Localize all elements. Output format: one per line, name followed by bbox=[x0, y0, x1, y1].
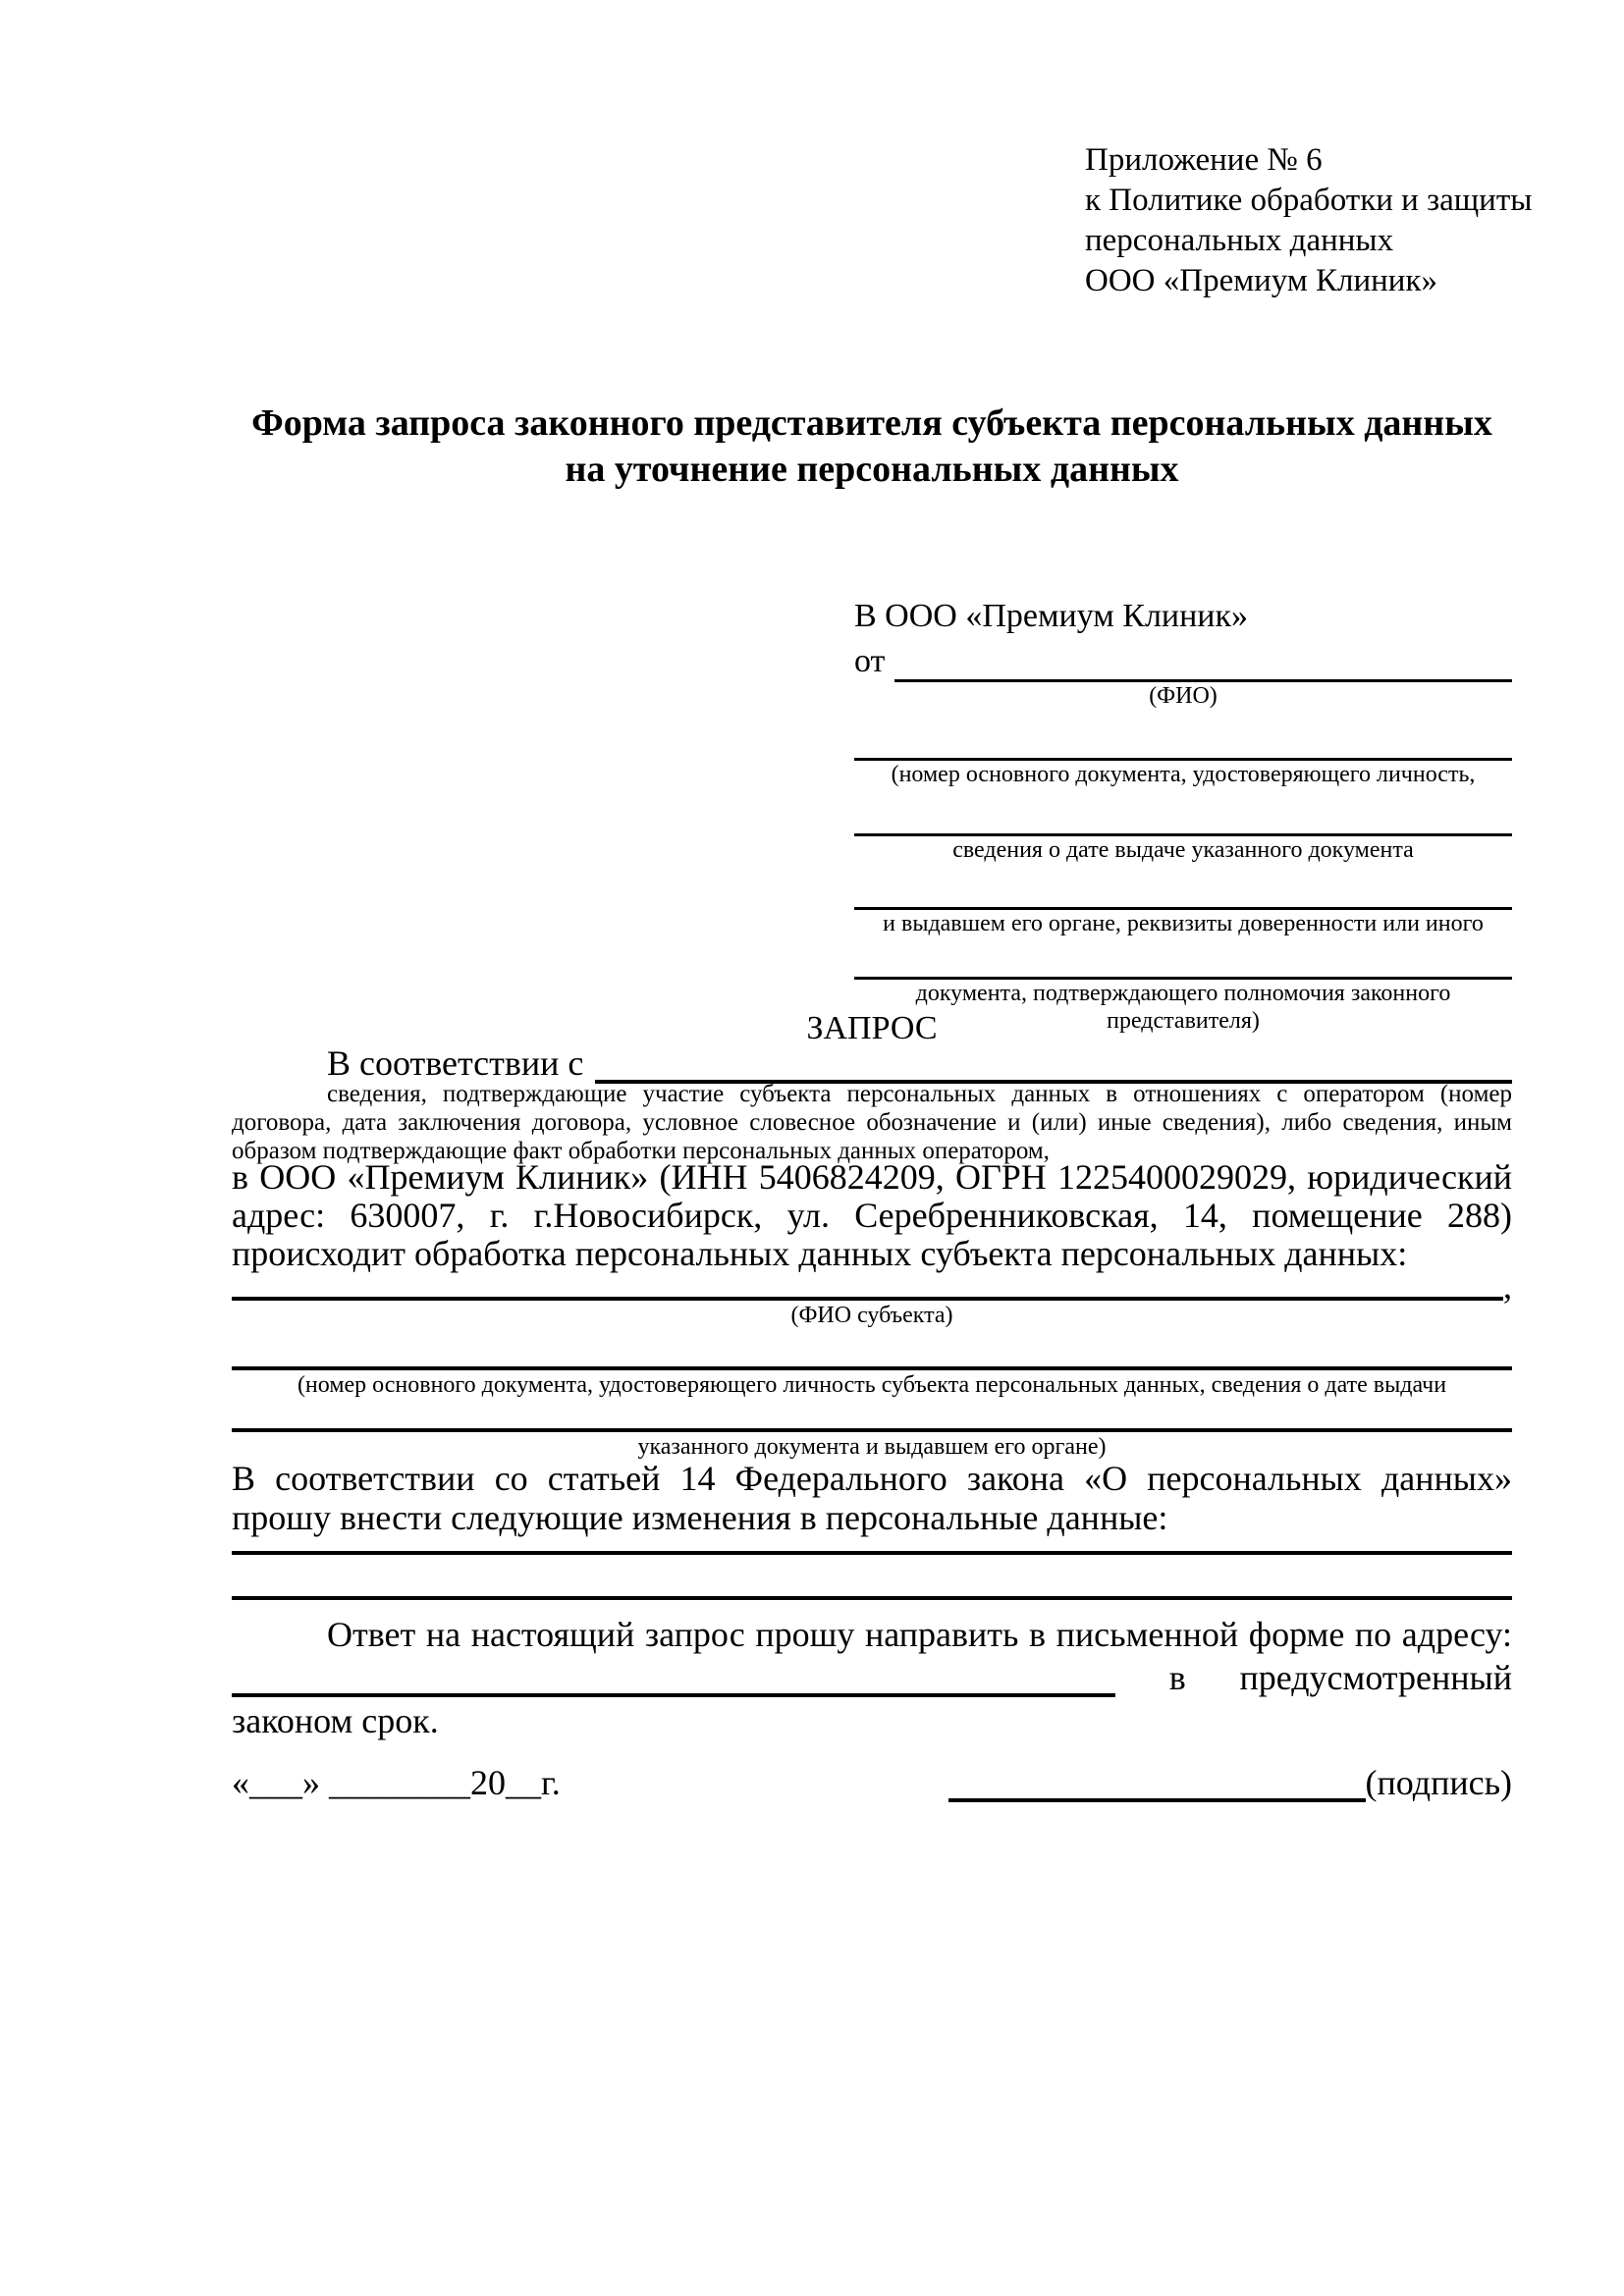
changes-fill-block bbox=[232, 1512, 1512, 1600]
signature-caption: (подпись) bbox=[1365, 1763, 1512, 1802]
accordance-label: В соответствии с bbox=[327, 1043, 584, 1083]
issuing-authority-caption: и выдавшем его органе, реквизиты доверенности или иного bbox=[883, 911, 1484, 936]
doc-number-fill-line bbox=[854, 710, 1512, 761]
operator-paragraph: в ООО «Премиум Клиник» (ИНН 5406824209, ОГРН 1225400029029, юридический адрес: 630007, г. г.Новосибирск, ул. Серебренниковская, 14, помещение 288) происходит обработка персональных данных субъекта персональных данных: bbox=[232, 1157, 1512, 1273]
issuing-authority-fill-line bbox=[854, 864, 1512, 910]
fio-caption: (ФИО) bbox=[1149, 683, 1218, 709]
accordance-row bbox=[232, 1042, 1512, 1084]
appendix-line: персональных данных bbox=[1085, 223, 1394, 258]
answer-line-1: Ответ на настоящий запрос прошу направить в письменной форме по адресу: bbox=[327, 1615, 1512, 1654]
answer-paragraph bbox=[232, 1615, 1512, 1740]
footer-row bbox=[232, 1763, 1512, 1802]
addressee-organization: В ООО «Премиум Клиник» bbox=[854, 598, 1249, 634]
signature-group bbox=[948, 1763, 1512, 1802]
from-label: от bbox=[854, 643, 886, 679]
changes-fill-line-1 bbox=[232, 1512, 1512, 1555]
article-14-paragraph: В соответствии со статьей 14 Федерального закона «О персональных данных» прошу внести следующие изменения в персональные данные: bbox=[232, 1459, 1512, 1537]
accordance-footnote: сведения, подтверждающие участие субъекта персональных данных в отношениях с оператором (номер договора, дата заключения договора, условное словесное обозначение и (или) иные сведения), либо сведения, иным образом подтверждающие факт обработки персональных данных оператором, bbox=[232, 1081, 1512, 1164]
subject-block bbox=[232, 1266, 1512, 1462]
addressee-block bbox=[854, 595, 1512, 1035]
from-row bbox=[854, 637, 1512, 682]
answer-word-v: в bbox=[1168, 1658, 1186, 1697]
subject-doc-authority-fill-line bbox=[232, 1400, 1512, 1432]
issue-date-caption: сведения о дате выдаче указанного документа bbox=[952, 837, 1414, 863]
address-fill-line bbox=[232, 1693, 1115, 1697]
signature-line bbox=[948, 1798, 1366, 1802]
subject-fio-caption: (ФИО субъекта) bbox=[790, 1303, 953, 1328]
issue-date-fill-line bbox=[854, 788, 1512, 836]
subject-fio-suffix: , bbox=[1503, 1266, 1512, 1306]
appendix-line: ООО «Премиум Клиник» bbox=[1085, 263, 1437, 298]
appendix-line: Приложение № 6 bbox=[1085, 142, 1323, 178]
form-title: Форма запроса законного представителя субъекта персональных данных на уточнение персональных данных bbox=[251, 402, 1492, 490]
authority-doc-caption: документа, подтверждающего полномочия законного представителя) bbox=[915, 981, 1451, 1034]
answer-word-predusmotrenny: предусмотренный bbox=[1239, 1658, 1512, 1697]
changes-fill-line-2 bbox=[232, 1555, 1512, 1600]
authority-doc-fill-line bbox=[854, 937, 1512, 980]
appendix-header bbox=[1085, 140, 1532, 301]
subject-fio-row bbox=[232, 1266, 1512, 1306]
subject-doc-authority-caption: указанного документа и выдавшем его органе) bbox=[637, 1434, 1107, 1460]
answer-address-row bbox=[232, 1654, 1512, 1697]
subject-doc-fill-line bbox=[232, 1330, 1512, 1370]
appendix-line: к Политике обработки и защиты bbox=[1085, 183, 1533, 218]
doc-number-caption: (номер основного документа, удостоверяющего личность, bbox=[891, 762, 1476, 787]
answer-line-3: законом срок. bbox=[232, 1701, 439, 1740]
request-heading: ЗАПРОС bbox=[806, 1010, 938, 1046]
subject-doc-caption: (номер основного документа, удостоверяющего личность субъекта персональных данных, сведения о дате выдачи bbox=[297, 1372, 1447, 1398]
date-line: «___» ________20__г. bbox=[232, 1763, 561, 1802]
